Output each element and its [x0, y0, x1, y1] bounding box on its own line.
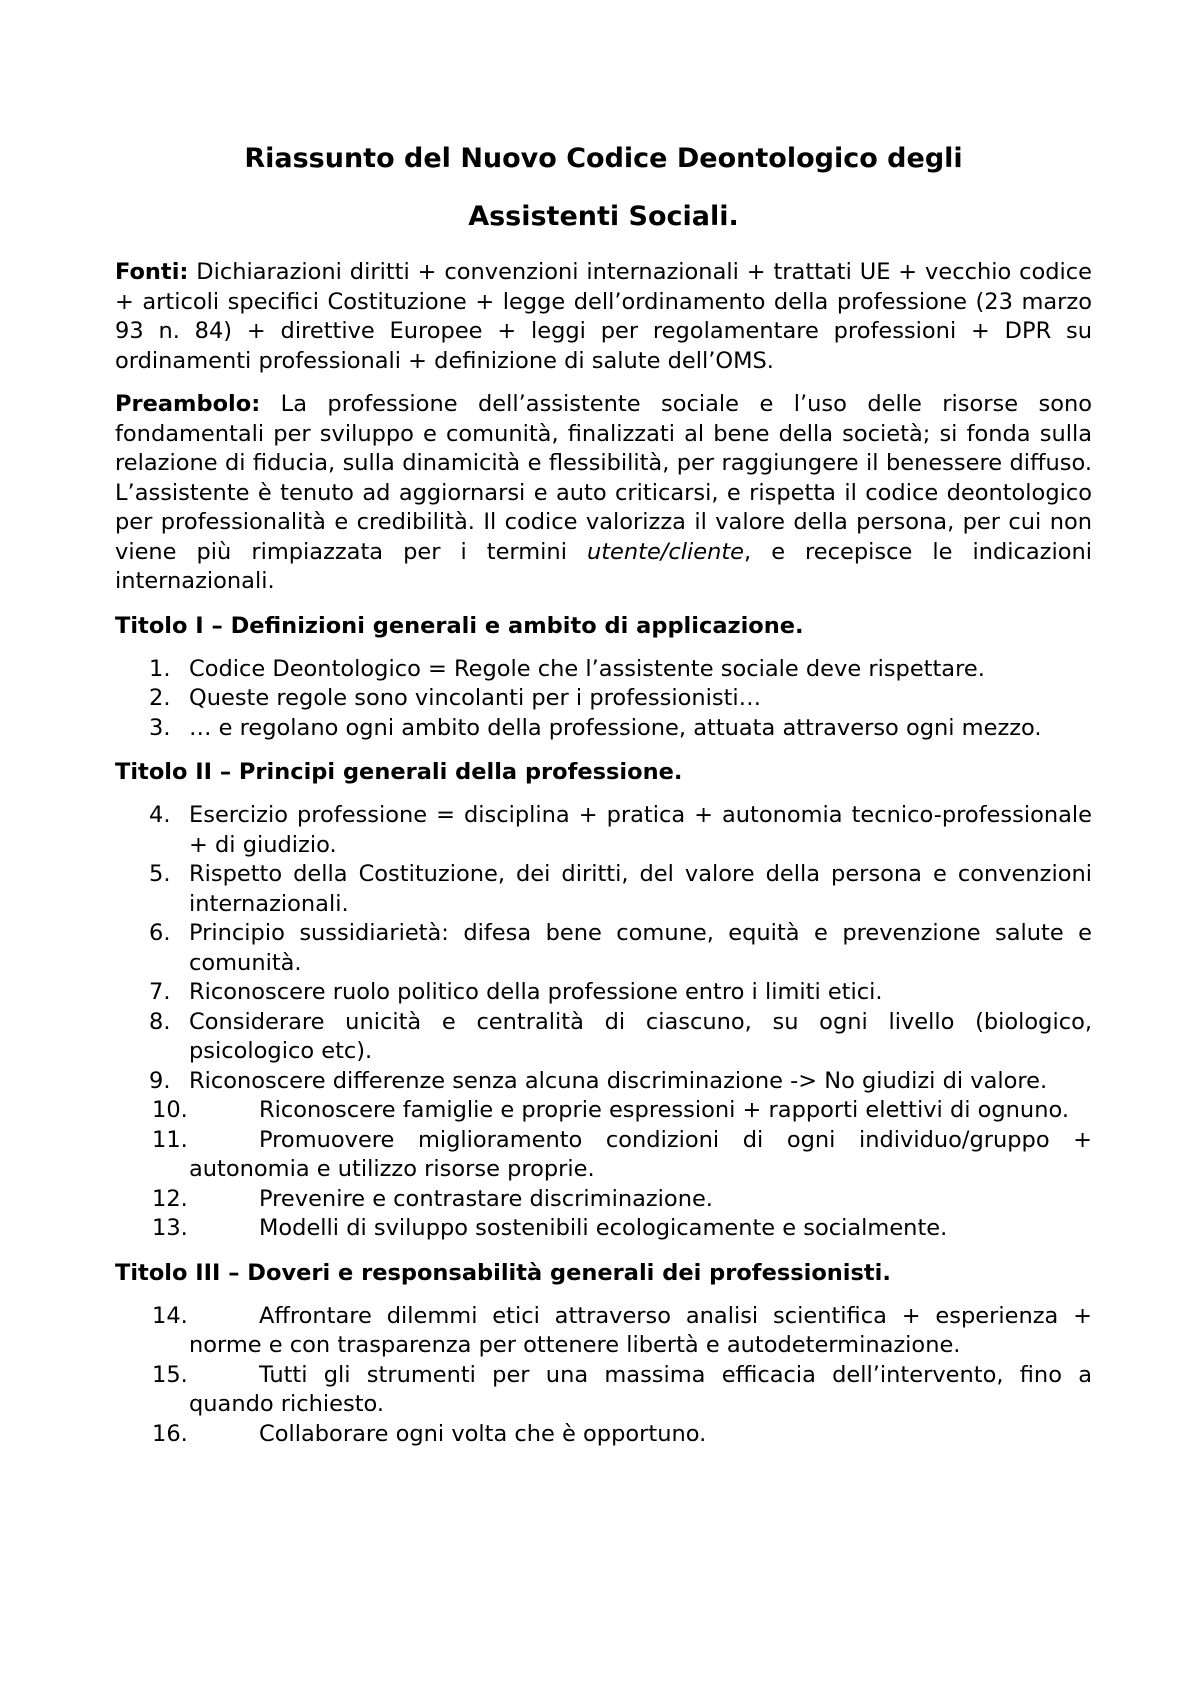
list-item	[115, 684, 1092, 714]
list-item	[115, 1214, 1092, 1244]
list-item-text: Prevenire e contrastare discriminazione.	[259, 1185, 713, 1212]
list-item	[115, 1420, 1092, 1450]
preambolo-paragraph	[115, 390, 1092, 597]
list-item-number: 11.	[152, 1126, 188, 1153]
list-item	[115, 1302, 1092, 1361]
list-item-text: Codice Deontologico = Regole che l’assistente sociale deve rispettare.	[189, 655, 985, 682]
list-item-text: Riconoscere famiglie e proprie espressioni + rapporti elettivi di ognuno.	[259, 1097, 1069, 1123]
list-item-text: … e regolano ogni ambito della professione, attuata attraverso ogni mezzo.	[189, 714, 1042, 741]
list-item-text: Principio sussidiarietà: difesa bene comune, equità e prevenzione salute e comunità.	[189, 920, 1092, 976]
title-line-1: Riassunto del Nuovo Codice Deontologico degli	[244, 143, 963, 174]
fonti-paragraph	[115, 258, 1092, 376]
section-heading: Titolo III – Doveri e responsabilità generali dei professionisti.	[115, 1259, 891, 1286]
section-heading: Titolo II – Principi generali della professione.	[115, 759, 683, 785]
list-item-number: 13.	[152, 1215, 188, 1241]
list-item-text: Riconoscere differenze senza alcuna discriminazione -> No giudizi di valore.	[189, 1067, 1048, 1094]
list-item	[115, 978, 1092, 1008]
list-item	[115, 919, 1092, 978]
list-item	[115, 1008, 1092, 1067]
list-item-text: Tutti gli strumenti per una massima efficacia dell’intervento, fino a quando richiesto.	[189, 1361, 1092, 1417]
list-item-number: 7.	[149, 979, 171, 1005]
list-item	[115, 860, 1092, 919]
list-item-number: 8.	[149, 1008, 171, 1035]
list-item-text: Rispetto della Costituzione, dei diritti, del valore della persona e convenzioni internazionali.	[189, 861, 1092, 917]
list-item-number: 4.	[149, 802, 171, 828]
title-line-2: Assistenti Sociali.	[468, 201, 739, 232]
list-item-text: Promuovere miglioramento condizioni di ogni individuo/gruppo + autonomia e utilizzo risorse proprie.	[189, 1126, 1092, 1182]
list-item-text: Esercizio professione = disciplina + pratica + autonomia tecnico-professionale + di giudizio.	[189, 802, 1092, 858]
fonti-label: Fonti:	[115, 259, 189, 285]
list-item	[115, 1185, 1092, 1215]
list-item	[115, 1126, 1092, 1185]
list-item-number: 1.	[149, 655, 171, 682]
list-item-text: Affrontare dilemmi etici attraverso analisi scientifica + esperienza + norme e con trasparenza per ottenere libertà e autodeterminazione.	[189, 1302, 1092, 1358]
list-item-number: 12.	[152, 1185, 188, 1212]
list-item-text: Considerare unicità e centralità di ciascuno, su ogni livello (biologico, psicologico etc).	[189, 1008, 1092, 1064]
section-heading: Titolo I – Definizioni generali e ambito di applicazione.	[115, 612, 804, 639]
list-item-text: Riconoscere ruolo politico della professione entro i limiti etici.	[189, 979, 883, 1005]
list-item-text: Collaborare ogni volta che è opportuno.	[259, 1420, 707, 1447]
list-item-number: 16.	[152, 1420, 188, 1447]
preambolo-text: La professione dell’assistente sociale e l’uso delle risorse sono fondamentali per sviluppo e comunità, finalizzati al bene della società; si fonda sulla relazione di fiducia, sulla dinamicità e flessibilità, per raggiungere il benessere diffuso. L’assistente è tenuto ad aggiornarsi e auto criticarsi, e rispetta il codice deontologico per professionalità e credibilità. Il codice valorizza il valore della persona, per cui non viene più rimpiazzata per i termini	[115, 391, 1092, 565]
list-item	[115, 655, 1092, 685]
list-item	[115, 801, 1092, 860]
list-item-number: 2.	[149, 685, 171, 711]
list-item	[115, 714, 1092, 744]
list-item-number: 15.	[152, 1361, 188, 1388]
list-item-number: 10.	[152, 1097, 188, 1123]
sections-container	[115, 611, 1092, 1450]
list-item	[115, 1096, 1092, 1126]
list-item	[115, 1361, 1092, 1420]
list-item-number: 3.	[149, 714, 171, 741]
list-item-text: Queste regole sono vincolanti per i professionisti…	[189, 685, 762, 711]
numbered-list	[115, 1302, 1092, 1450]
list-item	[115, 1067, 1092, 1097]
list-item-number: 5.	[149, 861, 171, 887]
document-title	[115, 130, 1092, 246]
list-item-number: 14.	[152, 1302, 188, 1329]
list-item-number: 9.	[149, 1067, 171, 1094]
list-item-text: Modelli di sviluppo sostenibili ecologicamente e socialmente.	[259, 1215, 948, 1241]
numbered-list	[115, 655, 1092, 744]
fonti-text: Dichiarazioni diritti + convenzioni internazionali + trattati UE + vecchio codice + articoli specifici Costituzione + legge dell’ordinamento della professione (23 marzo 93 n. 84) + direttive Europee + leggi per regolamentare professioni + DPR su ordinamenti professionali + definizione di salute dell’OMS.	[115, 259, 1092, 374]
preambolo-italic-term: utente/cliente	[586, 538, 745, 565]
preambolo-label: Preambolo:	[115, 391, 261, 417]
numbered-list	[115, 801, 1092, 1244]
list-item-number: 6.	[149, 920, 171, 946]
preambolo-text-end: , e recepisce le indicazioni internazionali.	[115, 538, 1092, 594]
